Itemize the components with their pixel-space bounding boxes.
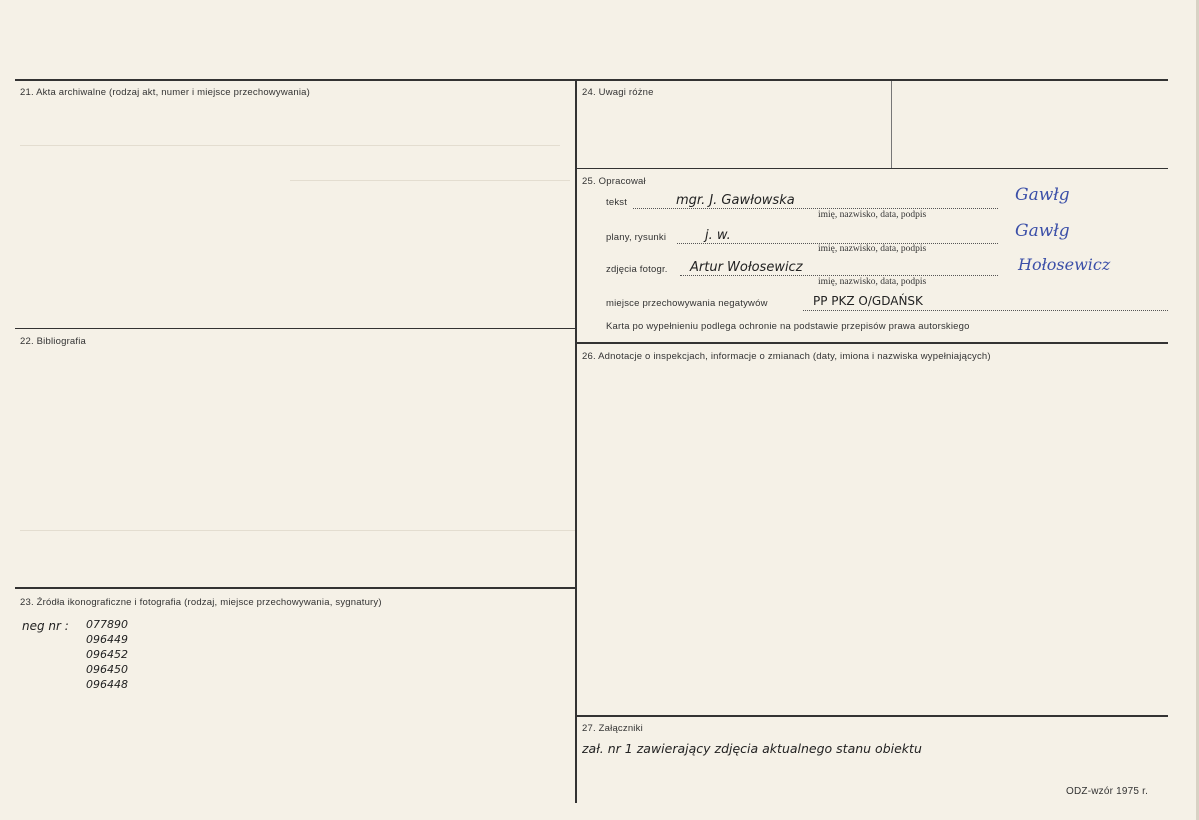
rule-22-23: [15, 587, 575, 589]
signature-plany: Gawłg: [1015, 221, 1070, 241]
signature-tekst: Gawłg: [1015, 185, 1070, 205]
tekst-label: tekst: [606, 197, 628, 208]
bleed-through-line: [290, 180, 570, 181]
section-22-label: 22. Bibliografia: [20, 336, 87, 347]
negative-number: 077890: [86, 618, 128, 631]
negative-prefix: neg nr :: [22, 619, 69, 633]
rule-26-27: [577, 715, 1168, 717]
plany-caption: imię, nazwisko, data, podpis: [818, 244, 927, 254]
zdjecia-caption: imię, nazwisko, data, podpis: [818, 277, 927, 287]
section-27-label: 27. Załączniki: [582, 723, 643, 734]
negative-number: 096448: [86, 678, 128, 691]
form-id: ODZ-wzór 1975 r.: [1066, 786, 1149, 797]
signature-zdjecia: Hołosewicz: [1018, 255, 1111, 274]
center-divider: [575, 81, 577, 803]
section-25-label: 25. Opracował: [582, 176, 646, 187]
copyright-note: Karta po wypełnieniu podlega ochronie na podstawie przepisów prawa autorskiego: [606, 321, 970, 332]
section-26-label: 26. Adnotacje o inspekcjach, informacje o zmianach (daty, imiona i nazwiska wypełniających): [582, 351, 991, 362]
section-21-label: 21. Akta archiwalne (rodzaj akt, numer i miejsce przechowywania): [20, 87, 311, 98]
tekst-line: [633, 208, 998, 209]
zdjecia-line: [680, 275, 998, 276]
attachments-value: zał. nr 1 zawierający zdjęcia aktualnego stanu obiektu: [582, 741, 922, 756]
plany-value: j. w.: [705, 228, 731, 243]
rule-21-22: [15, 328, 575, 329]
negative-number: 096452: [86, 648, 128, 661]
bleed-through-line: [20, 145, 560, 146]
negatywy-value: PP PKZ O/GDAŃSK: [813, 294, 923, 308]
tekst-caption: imię, nazwisko, data, podpis: [818, 210, 927, 220]
zdjecia-value: Artur Wołosewicz: [690, 260, 803, 275]
negatywy-line: [803, 310, 1168, 311]
section-23-label: 23. Źródła ikonograficzne i fotografia (rodzaj, miejsce przechowywania, sygnatury): [20, 597, 382, 608]
rule-24-25: [577, 168, 1168, 169]
section-24-label: 24. Uwagi różne: [582, 87, 654, 98]
negative-list: [86, 617, 128, 692]
rule-24-inner: [891, 81, 892, 168]
bleed-through-line: [20, 530, 575, 531]
top-rule: [15, 79, 1168, 81]
tekst-value: mgr. J. Gawłowska: [676, 193, 795, 208]
zdjecia-label: zdjęcia fotogr.: [606, 264, 668, 275]
rule-25-26: [577, 342, 1168, 344]
negative-number: 096449: [86, 633, 128, 646]
negatywy-label: miejsce przechowywania negatywów: [606, 298, 768, 309]
plany-label: plany, rysunki: [606, 232, 667, 243]
negative-number: 096450: [86, 663, 128, 676]
